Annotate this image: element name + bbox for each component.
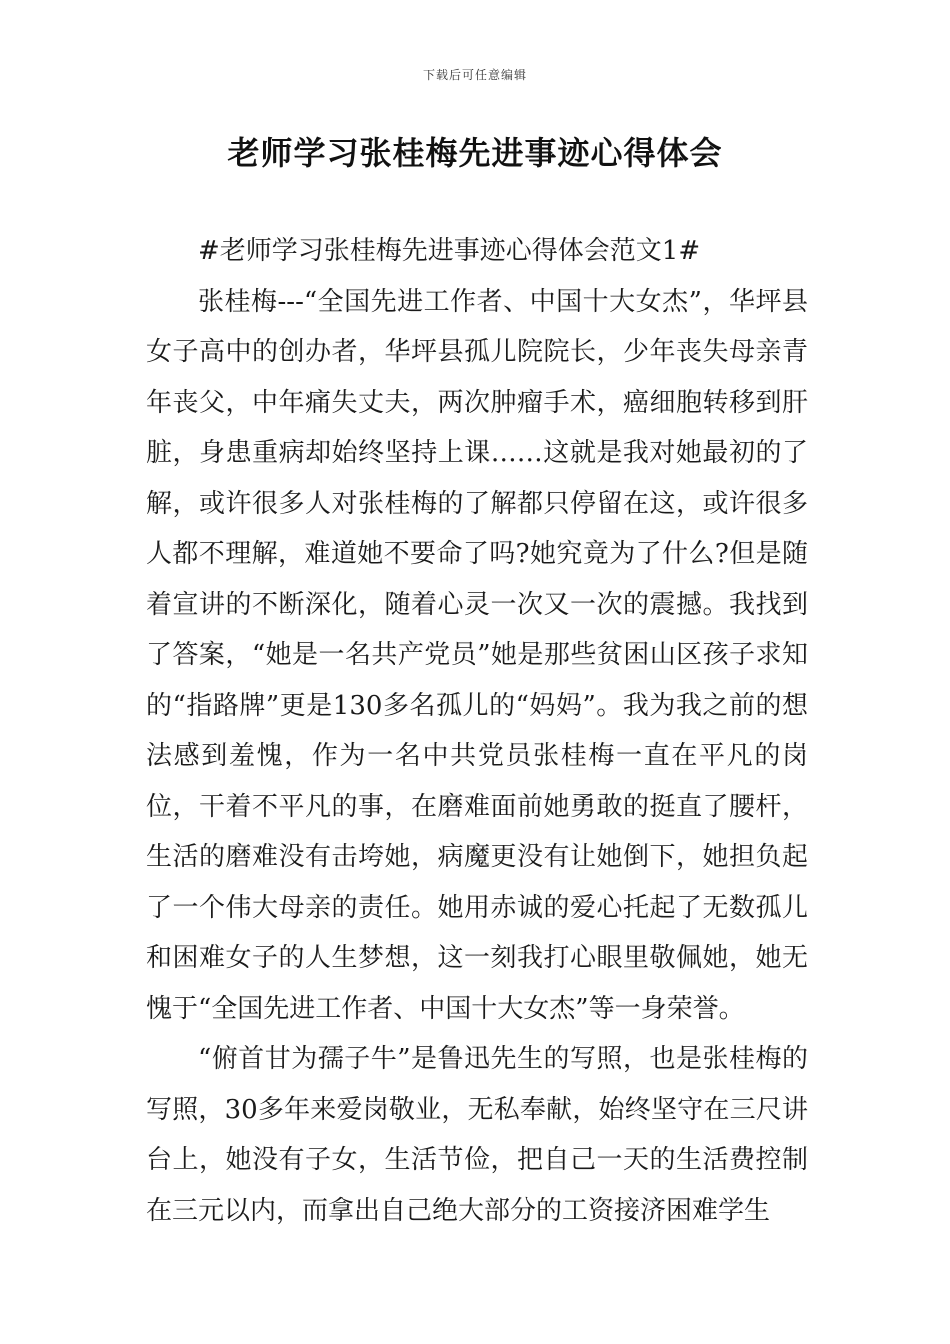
body-paragraph-1: 张桂梅---“全国先进工作者、中国十大女杰”，华坪县女子高中的创办者，华坪县孤儿院院长，少年丧失母亲青年丧父，中年痛失丈夫，两次肿瘤手术，癌细胞转移到肝脏，身患重病却始终坚持上课……这就是我对她最初的了解，或许很多人对张桂梅的了解都只停留在这，或许很多人都不理解，难道她不要命了吗?她究竟为了什么?但是随着宣讲的不断深化，随着心灵一次又一次的震撼。我找到了答案，“她是一名共产党员”她是那些贫困山区孩子求知的“指路牌”更是130多名孤儿的“妈妈”。我为我之前的想法感到羞愧，作为一名中共党员张桂梅一直在平凡的岗位，干着不平凡的事，在磨难面前她勇敢的挺直了腰杆，生活的磨难没有击垮她，病魔更没有让她倒下，她担负起了一个伟大母亲的责任。她用赤诚的爱心托起了无数孤儿和困难女子的人生梦想，这一刻我打心眼里敬佩她，她无愧于“全国先进工作者、中国十大女杰”等一身荣誉。: [146, 286, 808, 1024]
header-note: 下载后可任意编辑: [422, 68, 527, 82]
body-paragraph-2: “俯首甘为孺子牛”是鲁迅先生的写照，也是张桂梅的写照，30多年来爱岗敬业，无私奉献，始终坚守在三尺讲台上，她没有子女，生活节俭，把自己一天的生活费控制在三元以内，而拿出自己绝大部分的工资接济困难学生: [146, 1044, 808, 1226]
document-title: 老师学习张桂梅先进事迹心得体会: [227, 134, 723, 172]
section-heading: #老师学习张桂梅先进事迹心得体会范文1#: [198, 236, 701, 266]
document-body: [146, 226, 808, 1236]
